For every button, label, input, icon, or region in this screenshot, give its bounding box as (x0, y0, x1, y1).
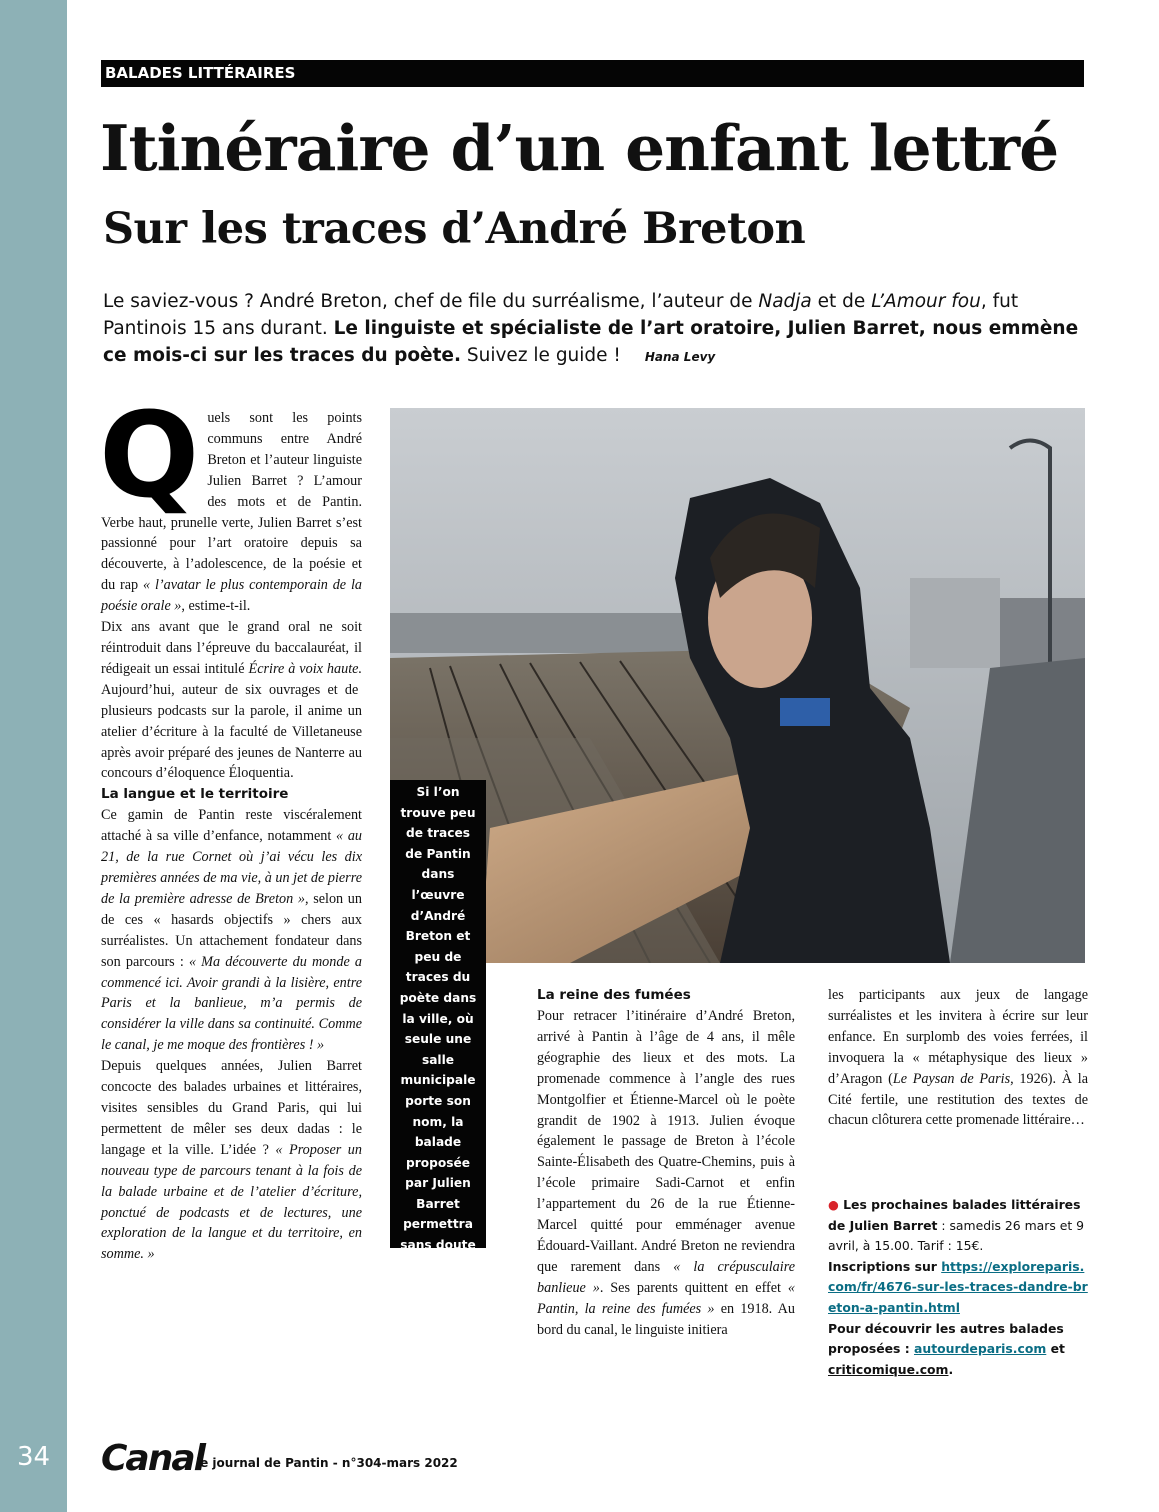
info-box (828, 1195, 1090, 1380)
page-number: 34 (16, 1442, 51, 1472)
quote: « l’avatar le plus contemporain de la poésie orale » (101, 577, 362, 615)
lead-text: et de (811, 291, 872, 312)
info-label: Pour découvrir les autres balades proposées : (828, 1320, 1064, 1357)
text: les participants aux jeux de langage surréalistes et les invitera à écrire sur leur enfance. En surplomb des voies ferrées, il invoquera la « métaphysique des lieux » d’Aragon ( (828, 987, 1088, 1087)
paragraph (828, 985, 1088, 1131)
portrait-photo (390, 408, 1085, 963)
text: . (948, 1361, 954, 1377)
paragraph (99, 386, 362, 617)
info-label: Inscriptions sur (828, 1258, 942, 1274)
lead-text: Le saviez-vous ? André Breton, chef de file du surréalisme, l’auteur de (103, 291, 759, 312)
quote: « Pantin, la reine des fumées » (537, 1279, 795, 1317)
criticomique-link[interactable]: criticomique.com (828, 1361, 949, 1377)
headline: Itinéraire d’un enfant lettré (100, 111, 1059, 185)
text: Pour retracer l’itinéraire d’André Breton, arrivé à Pantin à l’âge de 4 ans, il mêle géographie des lieux et des mots. La promenade commence à l’angle des rues Montgolfier et Étienne-Marcel où le poète grandit de 1902 à 1913. Julien évoque également le passage de Breton à l’école Sainte-Élisabeth des Quatre-Chemins, puis à l’école primaire Sadi-Carnot et enfin l’appartement du 26 de la rue Étienne-Marcel quitté pour emménager avenue Édouard-Vaillant. André Breton ne reviendra que rarement dans (537, 1008, 795, 1275)
book-title: Écrire à voix haute. (248, 660, 362, 677)
text: Ce gamin de Pantin reste viscéralement attaché à sa ville d’enfance, notamment (101, 807, 362, 845)
lead-text: Suivez le guide ! (461, 345, 621, 366)
lead-paragraph (103, 288, 1088, 371)
quote: « au 21, de la rue Cornet où j’ai vécu les dix premières années de ma vie, à un jet de pierre de la première adresse de Breton » (101, 828, 362, 907)
subheadline: Sur les traces d’André Breton (103, 204, 806, 254)
autourdeparis-link[interactable]: autourdeparis.com (914, 1341, 1047, 1357)
footer-issue-text: le journal de Pantin - n°304-mars 2022 (196, 1456, 458, 1470)
paragraph (537, 1006, 795, 1341)
text: . Ses parents quittent en effet (599, 1279, 788, 1296)
paragraph (101, 617, 362, 784)
quote: « la crépusculaire banlieue » (537, 1258, 795, 1296)
drop-cap: Q (99, 386, 200, 524)
text: en 1918. Au bord du canal, le linguiste initiera (537, 1300, 795, 1338)
photo-illustration (390, 408, 1085, 963)
lead-bold-text: Le linguiste et spécialiste de l’art oratoire, Julien Barret, nous emmène ce mois-ci sur les traces du poète. (103, 318, 1079, 366)
canal-logo: Canal (101, 1438, 204, 1479)
section-heading: La reine des fumées (537, 987, 691, 1003)
quote: « Ma découverte du monde a commencé ici. Avoir grandi à la lisière, entre Paris et la banlieue, m’a permis de considérer la ville dans sa continuité. Comme le canal, je me moque des frontières ! » (101, 953, 363, 1054)
bullet-icon: ● (828, 1197, 839, 1212)
article-column-1 (99, 386, 363, 1265)
section-heading: La langue et le territoire (101, 786, 289, 803)
side-band (0, 0, 67, 1512)
text: , estime-t-il. (181, 598, 251, 615)
lead-text: , fut Pantinois 15 ans durant. (103, 291, 1019, 339)
text: et (1046, 1341, 1065, 1357)
article-column-2 (537, 985, 795, 1341)
exploreparis-link[interactable]: https://exploreparis.com/fr/4676-sur-les-traces-dandre-breton-a-pantin.html (828, 1258, 1088, 1315)
text: , 1926). À la Cité fertile, une restitution des textes de chacun clôturera cette promenade littéraire… (828, 1070, 1088, 1129)
article-column-3 (828, 985, 1088, 1131)
info-title: Les prochaines balades littéraires de Julien Barret (828, 1197, 1081, 1233)
text: Dix ans avant que le grand oral ne soit réintroduit dans l’épreuve du baccalauréat, il rédigeait un essai intitulé (101, 619, 362, 677)
text: Depuis quelques années, Julien Barret concocte des balades urbaines et littéraires, visites sensibles du Grand Paris, qui lui permettent de mêler ses deux dadas : le langage et la ville. L’idée ? (101, 1058, 362, 1158)
paragraph (101, 1056, 362, 1265)
text: uels sont les points communs entre André Breton et l’auteur linguiste Julien Barret ? L’amour des mots et de Pantin. Verbe haut, prunelle verte, Julien Barret s’est passionné pour l’art oratoire depuis sa découverte, à l’adolescence, de la poésie et du rap (101, 410, 362, 594)
quote: « Proposer un nouveau type de parcours tenant à la fois de la balade urbaine et de l’atelier d’écriture, ponctué de podcasts et de lectures, une exploration de la langue et du territoire, en somme. » (101, 1141, 362, 1263)
lead-title-nadja: Nadja (758, 291, 812, 312)
photo-caption: Si l’on trouve peu de traces de Pantin dans l’œuvre d’André Breton et peu de traces du poète dans la ville, où seule une salle municipale porte son nom, la balade proposée par Julien Barret permettra sans doute d’exhumer de l’oubli l’itinéraire de ce célèbre Pantinois. (390, 780, 486, 1248)
byline: Hana Levy (644, 350, 716, 364)
text: , selon un de ces « hasards objectifs » chers aux surréalistes. Un attachement fondateur dans son parcours : (101, 890, 362, 970)
book-title: Le Paysan de Paris (892, 1070, 1011, 1087)
lead-title-amour-fou: L’Amour fou (871, 291, 981, 312)
rubric-bar: BALADES LITTÉRAIRES (101, 60, 1084, 87)
paragraph (101, 805, 362, 1056)
info-dates: : samedis 26 mars et 9 avril, à 15.00. Tarif : 15€. (828, 1217, 1085, 1254)
text: Aujourd’hui, auteur de six ouvrages et de plusieurs podcasts sur la parole, il anime un atelier d’écriture à la faculté de Villetaneuse après avoir préparé des jeunes de Nanterre au concours d’éloquence Éloquentia. (101, 681, 362, 782)
